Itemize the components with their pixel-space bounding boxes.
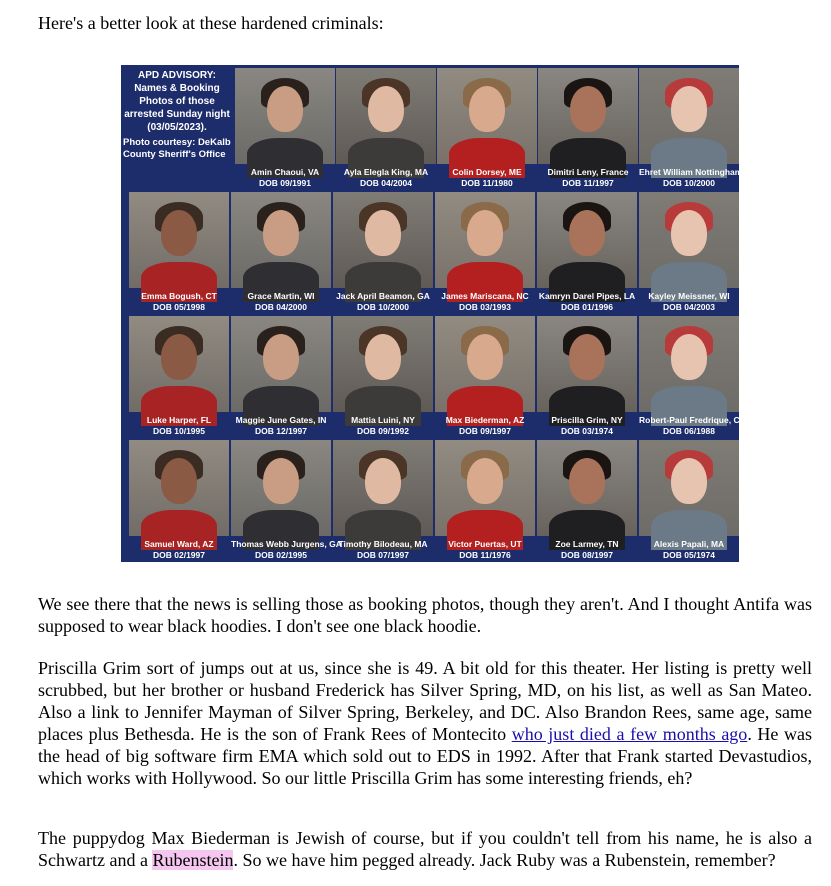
mugshot-caption (336, 164, 436, 195)
mugshot-card (231, 192, 331, 314)
mugshot-card (537, 316, 637, 438)
mugshot-card (437, 68, 537, 190)
person-name: Dimitri Leny, France (547, 167, 629, 177)
person-name: Robert-Paul Fredrique, Canada (639, 415, 765, 425)
person-dob: DOB 05/1998 (153, 302, 205, 312)
mugshot-card (231, 440, 342, 562)
mugshot-card (129, 316, 229, 438)
mugshot-card (639, 316, 765, 438)
face-shape (671, 210, 707, 256)
face-shape (671, 334, 707, 380)
mugshot-photo (435, 316, 535, 412)
face-shape (263, 334, 299, 380)
mugshot-photo (231, 440, 331, 536)
mugshot-caption (639, 288, 739, 319)
face-shape (267, 86, 303, 132)
mugshot-photo (639, 68, 739, 164)
face-shape (365, 210, 401, 256)
person-name: Zoe Larmey, TN (555, 539, 619, 549)
mugshot-card (537, 192, 637, 314)
mugshot-caption (231, 412, 331, 443)
person-name: Ayla Elegla King, MA (343, 167, 429, 177)
mugshot-photo (537, 192, 637, 288)
mugshot-caption (537, 412, 637, 443)
mugshot-caption (129, 412, 229, 443)
person-dob: DOB 03/1993 (459, 302, 511, 312)
person-name: Grace Martin, WI (247, 291, 315, 301)
person-name: Emma Bogush, CT (141, 291, 217, 301)
person-dob: DOB 04/2004 (360, 178, 412, 188)
highlighted-word: Rubenstein (152, 850, 234, 870)
person-name: Jack April Beamon, GA (336, 291, 430, 301)
advisory-box (121, 65, 233, 199)
mugshot-photo (537, 440, 637, 536)
person-dob: DOB 11/1980 (461, 178, 513, 188)
advisory-heading: APD ADVISORY: Names & Booking Photos of those arrested Sunday night (03/05/2023). (124, 70, 230, 133)
mugshot-caption (537, 288, 637, 319)
person-dob: DOB 08/1997 (561, 550, 613, 560)
face-shape (467, 210, 503, 256)
mugshot-caption (333, 536, 433, 567)
mugshot-caption (231, 536, 342, 567)
person-dob: DOB 04/2000 (255, 302, 307, 312)
mugshot-caption (639, 164, 760, 195)
mugshot-photo (537, 316, 637, 412)
person-dob: DOB 02/1997 (153, 550, 205, 560)
face-shape (161, 210, 197, 256)
intro-text: Here's a better look at these hardened criminals: (38, 13, 384, 33)
person-dob: DOB 10/1995 (153, 426, 205, 436)
mugshot-caption (437, 164, 537, 195)
face-shape (671, 86, 707, 132)
mugshot-caption (435, 536, 535, 567)
advisory-credit: Photo courtesy: DeKalb County Sheriff's Office (123, 137, 231, 160)
mugshot-card (333, 316, 433, 438)
mugshot-card (435, 440, 535, 562)
person-dob: DOB 11/1997 (562, 178, 614, 188)
person-dob: DOB 07/1997 (357, 550, 409, 560)
face-shape (570, 86, 606, 132)
person-dob: DOB 06/1988 (663, 426, 715, 436)
mugshot-photo (231, 192, 331, 288)
mugshot-card (639, 440, 739, 562)
mugshot-caption (235, 164, 335, 195)
face-shape (365, 458, 401, 504)
face-shape (368, 86, 404, 132)
face-shape (569, 334, 605, 380)
mugshot-card (435, 316, 535, 438)
obituary-link[interactable]: who just died a few months ago (511, 724, 748, 744)
mugshot-card (639, 192, 739, 314)
mugshot-caption (231, 288, 331, 319)
person-dob: DOB 12/1997 (255, 426, 307, 436)
paragraph-3 (38, 827, 812, 871)
person-name: Alexis Papali, MA (653, 539, 725, 549)
person-name: Timothy Bilodeau, MA (338, 539, 428, 549)
face-shape (671, 458, 707, 504)
paragraph-2-text-b: . He was the head of big software firm EMA which sold out to EDS in 1992. After that Frank started Devastudios, which works with Hollywood. So our little Priscilla Grim has some interesting friends, eh? (38, 724, 813, 788)
paragraph-2 (38, 657, 812, 789)
person-name: Samuel Ward, AZ (144, 539, 214, 549)
person-name: James Mariscana, NC (441, 291, 529, 301)
person-name: Kayley Meissner, WI (648, 291, 730, 301)
face-shape (263, 210, 299, 256)
mugshot-card (639, 68, 760, 190)
mugshot-caption (639, 536, 739, 567)
mugshot-photo (435, 192, 535, 288)
mugshot-photo (231, 316, 331, 412)
person-name: Thomas Webb Jurgens, GA (231, 539, 342, 549)
person-dob: DOB 09/1997 (459, 426, 511, 436)
face-shape (467, 458, 503, 504)
person-name: Ehret William Nottingham, CO (639, 167, 760, 177)
mugshot-caption (129, 288, 229, 319)
mugshot-card (333, 192, 433, 314)
paragraph-1: We see there that the news is selling those as booking photos, though they aren't. And I thought Antifa was supposed to wear black hoodies. I don't see one black hoodie. (38, 594, 812, 636)
mugshot-card (231, 316, 331, 438)
person-dob: DOB 02/1995 (255, 550, 307, 560)
mugshot-photo (129, 440, 229, 536)
paragraph-3-text-a: The puppydog Max Biederman is Jewish of course, but if you couldn't tell from his name, he is also a Schwartz and a (38, 828, 812, 870)
mugshot-caption (435, 288, 535, 319)
mugshot-card (235, 68, 335, 190)
mugshot-photo (333, 440, 433, 536)
person-name: Luke Harper, FL (146, 415, 212, 425)
person-dob: DOB 11/1976 (459, 550, 511, 560)
mugshot-caption (333, 288, 433, 319)
mugshot-caption (538, 164, 638, 195)
person-name: Priscilla Grim, NY (551, 415, 623, 425)
mugshot-photo (639, 316, 739, 412)
mugshot-photo (639, 192, 739, 288)
face-shape (365, 334, 401, 380)
person-name: Mattia Luini, NY (351, 415, 415, 425)
paragraph-2-text-a: Priscilla Grim sort of jumps out at us, since she is 49. A bit old for this theater. Her listing is pretty well scrubbed, but her brother or husband Frederick has Silver Spring, MD, on his list, as well as San Mateo. Also a link to Jennifer Mayman of Silver Spring, Berkeley, and DC. Also Brandon Rees, same age, same places plus Bethesda. He is the son of Frank Rees of Montecito (38, 658, 812, 744)
person-name: Kamryn Darel Pipes, LA (538, 291, 636, 301)
mugshot-card (538, 68, 638, 190)
person-dob: DOB 01/1996 (561, 302, 613, 312)
person-name: Victor Puertas, UT (448, 539, 522, 549)
mugshot-card (333, 440, 433, 562)
mugshot-card (435, 192, 535, 314)
face-shape (467, 334, 503, 380)
mugshot-card (129, 440, 229, 562)
mugshot-photo (336, 68, 436, 164)
mugshot-photo (333, 316, 433, 412)
mugshot-photo (538, 68, 638, 164)
person-dob: DOB 09/1992 (357, 426, 409, 436)
mugshot-photo (639, 440, 739, 536)
face-shape (263, 458, 299, 504)
face-shape (161, 458, 197, 504)
mugshot-photo (437, 68, 537, 164)
mugshot-photo (129, 316, 229, 412)
mugshot-caption (435, 412, 535, 443)
mugshot-card (537, 440, 637, 562)
mugshot-caption (639, 412, 765, 443)
person-name: Amin Chaoui, VA (250, 167, 320, 177)
paragraph-3-text-b: . So we have him pegged already. Jack Ruby was a Rubenstein, remember? (233, 850, 776, 870)
person-dob: DOB 10/2000 (357, 302, 409, 312)
mugshot-photo (235, 68, 335, 164)
person-dob: DOB 04/2003 (663, 302, 715, 312)
person-dob: DOB 03/1974 (561, 426, 613, 436)
person-dob: DOB 05/1974 (663, 550, 715, 560)
face-shape (469, 86, 505, 132)
mugshot-photo (435, 440, 535, 536)
person-name: Maggie June Gates, IN (235, 415, 327, 425)
face-shape (161, 334, 197, 380)
mugshot-card (336, 68, 436, 190)
mugshot-caption (333, 412, 433, 443)
face-shape (569, 458, 605, 504)
person-dob: DOB 10/2000 (663, 178, 715, 188)
mugshot-photo (129, 192, 229, 288)
mugshot-caption (129, 536, 229, 567)
mugshot-card (129, 192, 229, 314)
person-name: Max Biederman, AZ (445, 415, 525, 425)
mugshot-caption (537, 536, 637, 567)
person-dob: DOB 09/1991 (259, 178, 311, 188)
mugshot-photo (333, 192, 433, 288)
person-name: Colin Dorsey, ME (452, 167, 522, 177)
face-shape (569, 210, 605, 256)
mugshot-collage (121, 65, 765, 562)
